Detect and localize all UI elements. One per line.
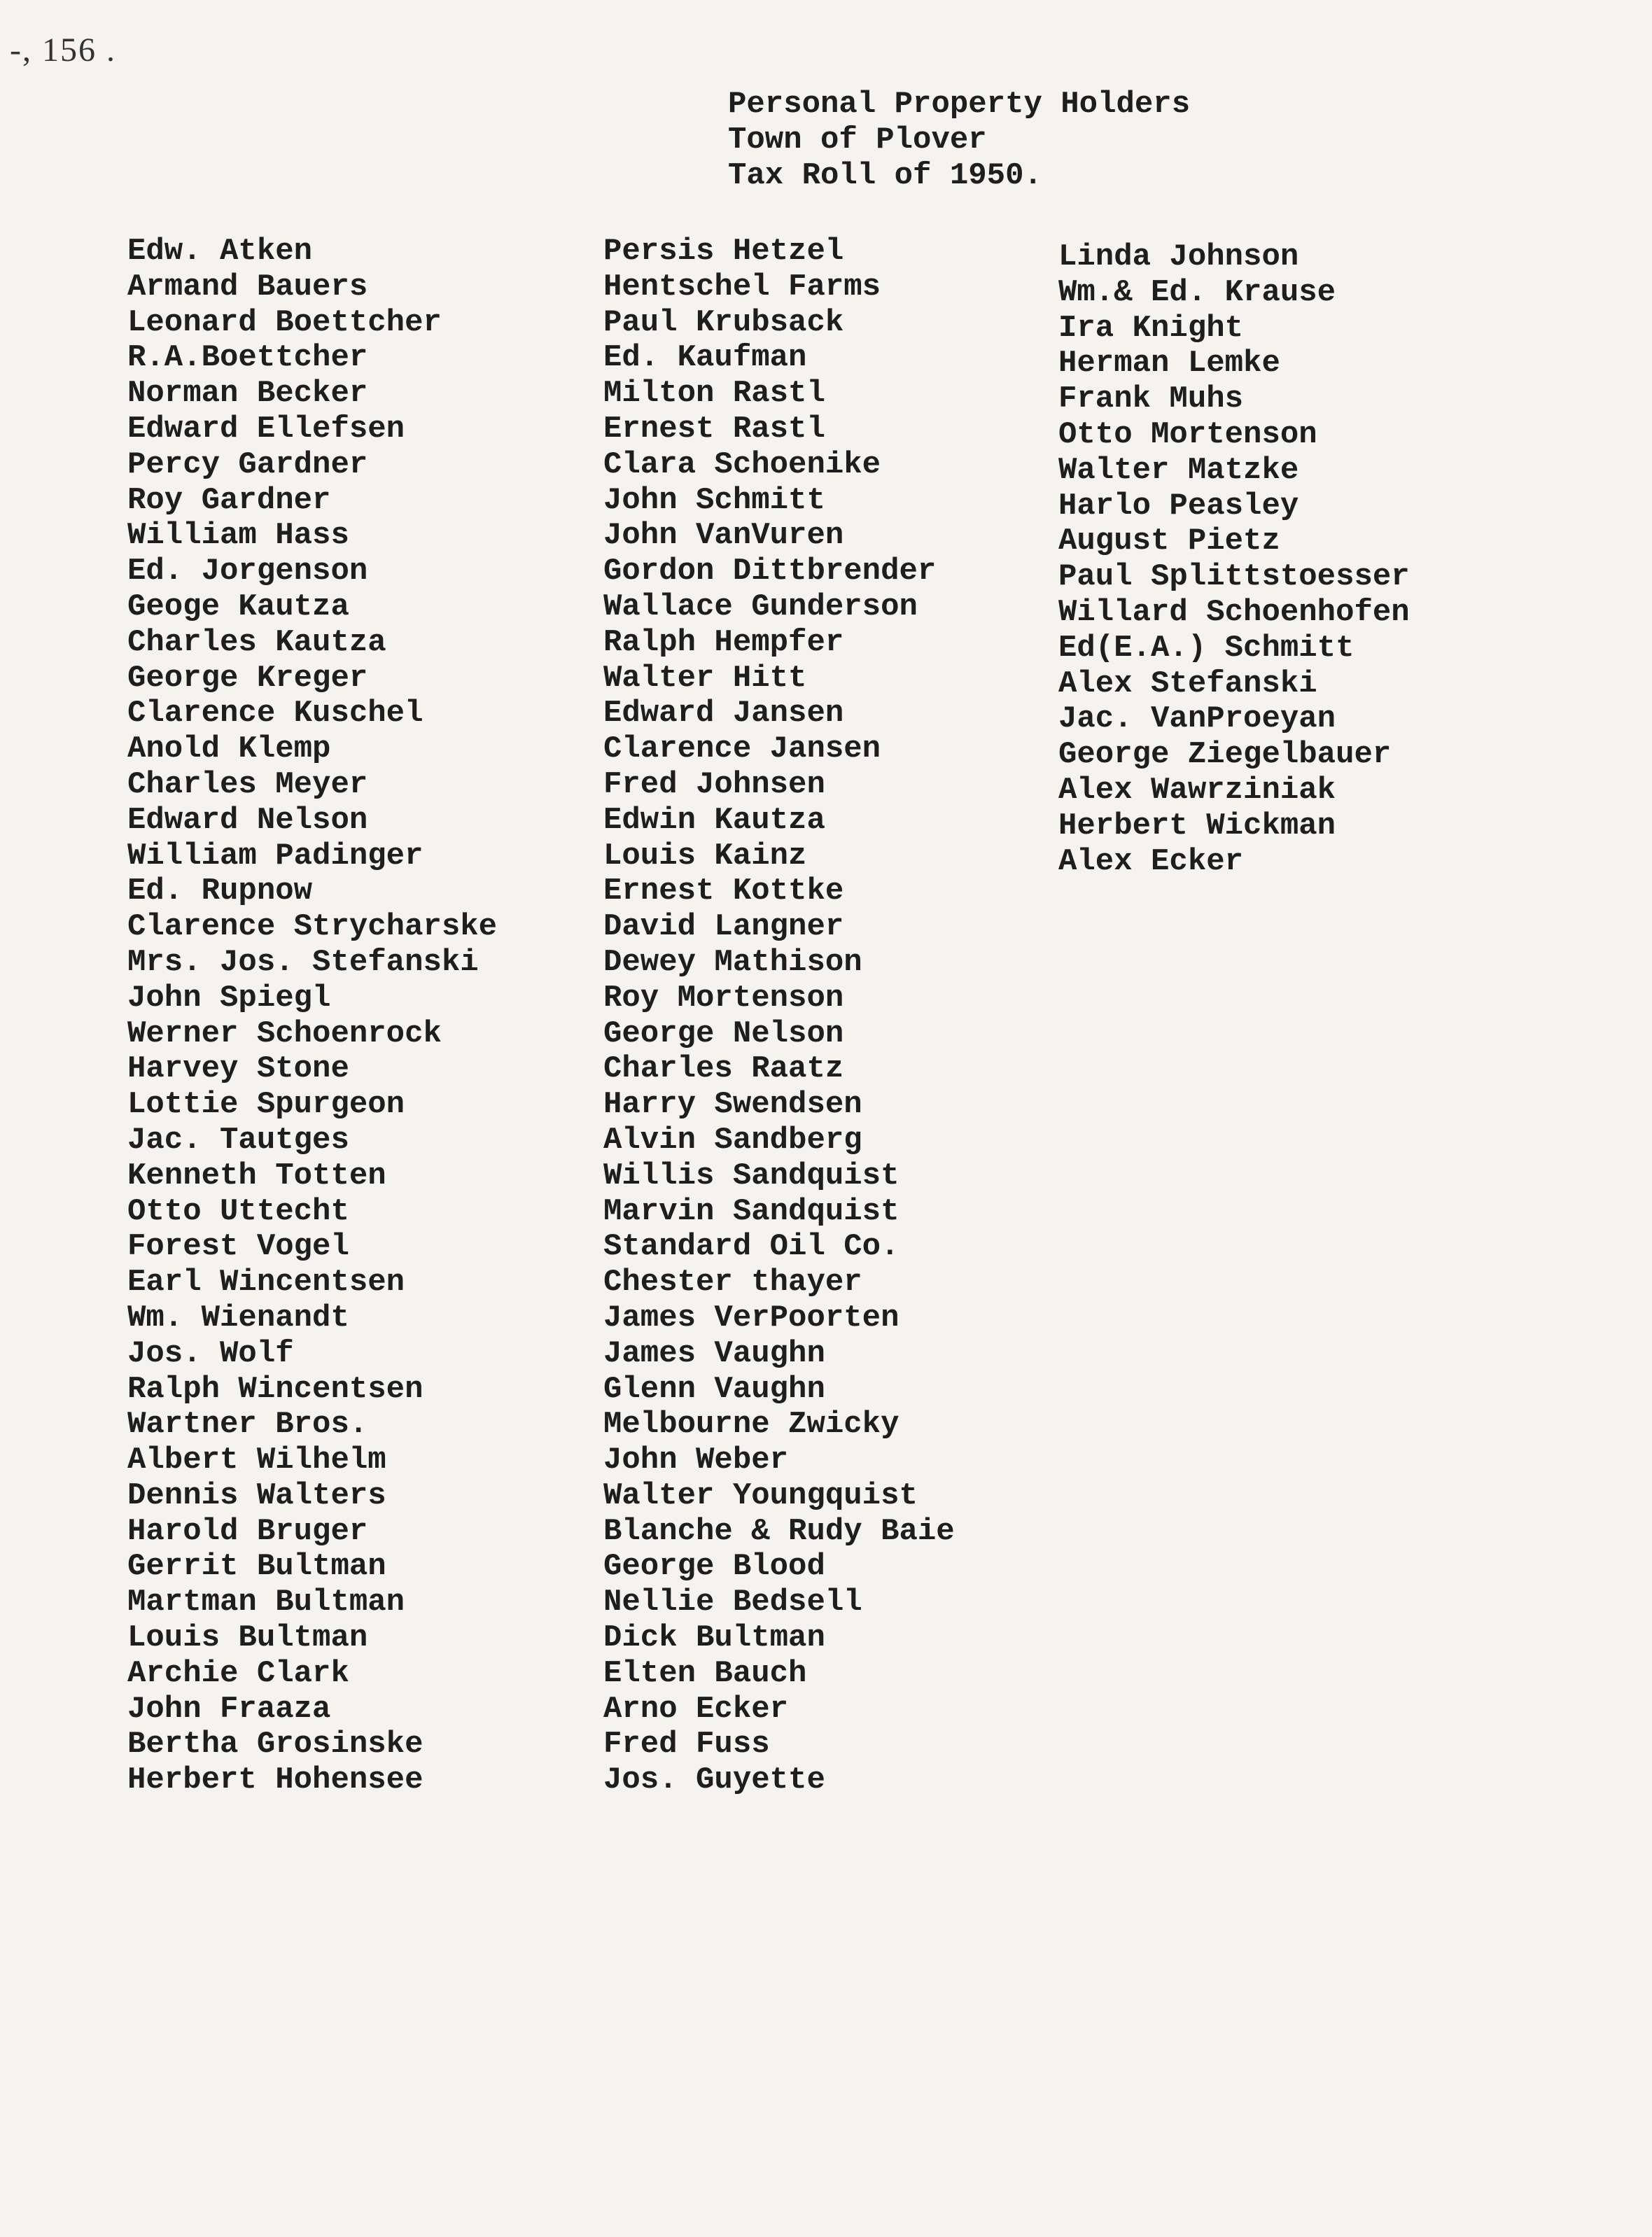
holder-name: Blanche & Rudy Baie — [603, 1513, 955, 1549]
holder-name: James VerPoorten — [603, 1300, 899, 1335]
holder-name: Elten Bauch — [603, 1655, 807, 1691]
holder-name: Wm.& Ed. Krause — [1058, 274, 1336, 310]
holder-name: Forest Vogel — [127, 1229, 349, 1265]
holder-name: Clarence Jansen — [603, 731, 881, 767]
holder-name: Roy Mortenson — [603, 980, 844, 1016]
holder-name: Herbert Wickman — [1058, 808, 1336, 843]
holder-name: Roy Gardner — [127, 482, 331, 518]
holder-name: August Pietz — [1058, 524, 1280, 559]
holder-name: Walter Matzke — [1058, 452, 1299, 488]
holder-name: Wm. Wienandt — [127, 1300, 349, 1335]
document-header — [728, 87, 1190, 194]
holder-name: Ira Knight — [1058, 310, 1244, 346]
holder-name: Clarence Strycharske — [127, 909, 498, 945]
holder-name: John Schmitt — [603, 482, 825, 518]
holder-name: Ed. Rupnow — [127, 874, 313, 909]
holder-name: Norman Becker — [127, 376, 368, 412]
holder-name: Ralph Wincentsen — [127, 1371, 424, 1407]
holder-name: Archie Clark — [127, 1655, 349, 1691]
holder-name: Marvin Sandquist — [603, 1193, 899, 1229]
holder-name: Edward Jansen — [603, 696, 844, 731]
holder-name: Leonard Boettcher — [127, 304, 442, 340]
holder-name: Louis Bultman — [127, 1620, 368, 1656]
holder-name: Albert Wilhelm — [127, 1443, 386, 1478]
holder-name: William Padinger — [127, 838, 424, 874]
holder-name: Geoge Kautza — [127, 589, 349, 624]
holder-name: Willis Sandquist — [603, 1158, 899, 1193]
holder-name: Martman Bultman — [127, 1585, 405, 1620]
holder-name: Armand Bauers — [127, 269, 368, 304]
holder-name: Herman Lemke — [1058, 346, 1280, 381]
holder-name: Charles Kautza — [127, 624, 386, 660]
holder-name: Gerrit Bultman — [127, 1549, 386, 1585]
holder-name: George Blood — [603, 1549, 825, 1585]
holder-name: Otto Uttecht — [127, 1193, 349, 1229]
header-tax-roll: Tax Roll of 1950. — [728, 158, 1042, 193]
holder-name: Harlo Peasley — [1058, 488, 1299, 524]
holder-name: Harvey Stone — [127, 1051, 349, 1087]
holder-name: Ed. Jorgenson — [127, 554, 368, 589]
holder-name: John Fraaza — [127, 1691, 331, 1727]
holder-name: Hentschel Farms — [603, 269, 881, 304]
holder-name: George Kreger — [127, 660, 368, 696]
holder-name: James Vaughn — [603, 1335, 825, 1371]
holder-name: Melbourne Zwicky — [603, 1407, 899, 1443]
holder-name: Arno Ecker — [603, 1691, 789, 1727]
holder-name: Linda Johnson — [1058, 239, 1299, 274]
holder-name: Alex Wawrziniak — [1058, 772, 1336, 808]
holder-name: Harold Bruger — [127, 1513, 368, 1549]
holder-name: John VanVuren — [603, 518, 844, 554]
holder-name: Persis Hetzel — [603, 234, 844, 269]
holder-name: John Weber — [603, 1443, 789, 1478]
holder-name: Milton Rastl — [603, 376, 825, 412]
holder-name: Ralph Hempfer — [603, 624, 844, 660]
holder-name: David Langner — [603, 909, 844, 945]
holder-name: Alex Ecker — [1058, 843, 1244, 879]
holder-name: Paul Splittstoesser — [1058, 559, 1410, 595]
holder-name: Paul Krubsack — [603, 304, 844, 340]
holder-name: Walter Youngquist — [603, 1478, 918, 1513]
holder-name: Alex Stefanski — [1058, 666, 1317, 701]
holder-name: Kenneth Totten — [127, 1158, 386, 1193]
holder-name: Ernest Kottke — [603, 874, 844, 909]
holder-name: Edward Nelson — [127, 802, 368, 838]
holder-name: Jos. Wolf — [127, 1335, 294, 1371]
holder-name: Fred Johnsen — [603, 766, 825, 802]
header-town: Town of Plover — [728, 122, 987, 157]
holder-name: Herbert Hohensee — [127, 1762, 424, 1798]
holder-name: Dick Bultman — [603, 1620, 825, 1656]
header-title: Personal Property Holders — [728, 87, 1191, 122]
holder-name: Willard Schoenhofen — [1058, 594, 1410, 630]
holder-name: Gordon Dittbrender — [603, 554, 937, 589]
name-column-3 — [1058, 239, 1410, 879]
holder-name: Wallace Gunderson — [603, 589, 918, 624]
holder-name: Charles Raatz — [603, 1051, 844, 1087]
holder-name: Fred Fuss — [603, 1727, 770, 1762]
holder-name: George Nelson — [603, 1016, 844, 1051]
page-number: -, 156 . — [10, 31, 116, 69]
holder-name: Lottie Spurgeon — [127, 1087, 405, 1123]
holder-name: Harry Swendsen — [603, 1087, 862, 1123]
holder-name: Nellie Bedsell — [603, 1585, 862, 1620]
holder-name: Edwin Kautza — [603, 802, 825, 838]
holder-name: Glenn Vaughn — [603, 1371, 825, 1407]
holder-name: Mrs. Jos. Stefanski — [127, 944, 479, 980]
holder-name: Ed(E.A.) Schmitt — [1058, 630, 1354, 666]
holder-name: Louis Kainz — [603, 838, 807, 874]
holder-name: Chester thayer — [603, 1265, 862, 1300]
holder-name: Frank Muhs — [1058, 381, 1244, 417]
holder-name: Clara Schoenike — [603, 447, 881, 482]
holder-name: Dewey Mathison — [603, 944, 862, 980]
name-column-2 — [603, 234, 955, 1798]
holder-name: Standard Oil Co. — [603, 1229, 899, 1265]
holder-name: George Ziegelbauer — [1058, 737, 1392, 773]
holder-name: Edw. Atken — [127, 234, 313, 269]
holder-name: Jac. Tautges — [127, 1122, 349, 1158]
holder-name: Ernest Rastl — [603, 411, 825, 447]
holder-name: John Spiegl — [127, 980, 331, 1016]
holder-name: Alvin Sandberg — [603, 1122, 862, 1158]
holder-name: R.A.Boettcher — [127, 340, 368, 376]
holder-name: Earl Wincentsen — [127, 1265, 405, 1300]
holder-name: Walter Hitt — [603, 660, 807, 696]
holder-name: Jac. VanProeyan — [1058, 701, 1336, 737]
holder-name: Charles Meyer — [127, 766, 368, 802]
holder-name: Bertha Grosinske — [127, 1727, 424, 1762]
holder-name: Clarence Kuschel — [127, 696, 424, 731]
name-column-1 — [127, 234, 497, 1798]
holder-name: William Hass — [127, 518, 349, 554]
holder-name: Anold Klemp — [127, 731, 331, 767]
holder-name: Otto Mortenson — [1058, 416, 1317, 452]
holder-name: Percy Gardner — [127, 447, 368, 482]
holder-name: Werner Schoenrock — [127, 1016, 442, 1051]
holder-name: Jos. Guyette — [603, 1762, 825, 1798]
holder-name: Ed. Kaufman — [603, 340, 807, 376]
holder-name: Dennis Walters — [127, 1478, 386, 1513]
holder-name: Edward Ellefsen — [127, 411, 405, 447]
holder-name: Wartner Bros. — [127, 1407, 368, 1443]
